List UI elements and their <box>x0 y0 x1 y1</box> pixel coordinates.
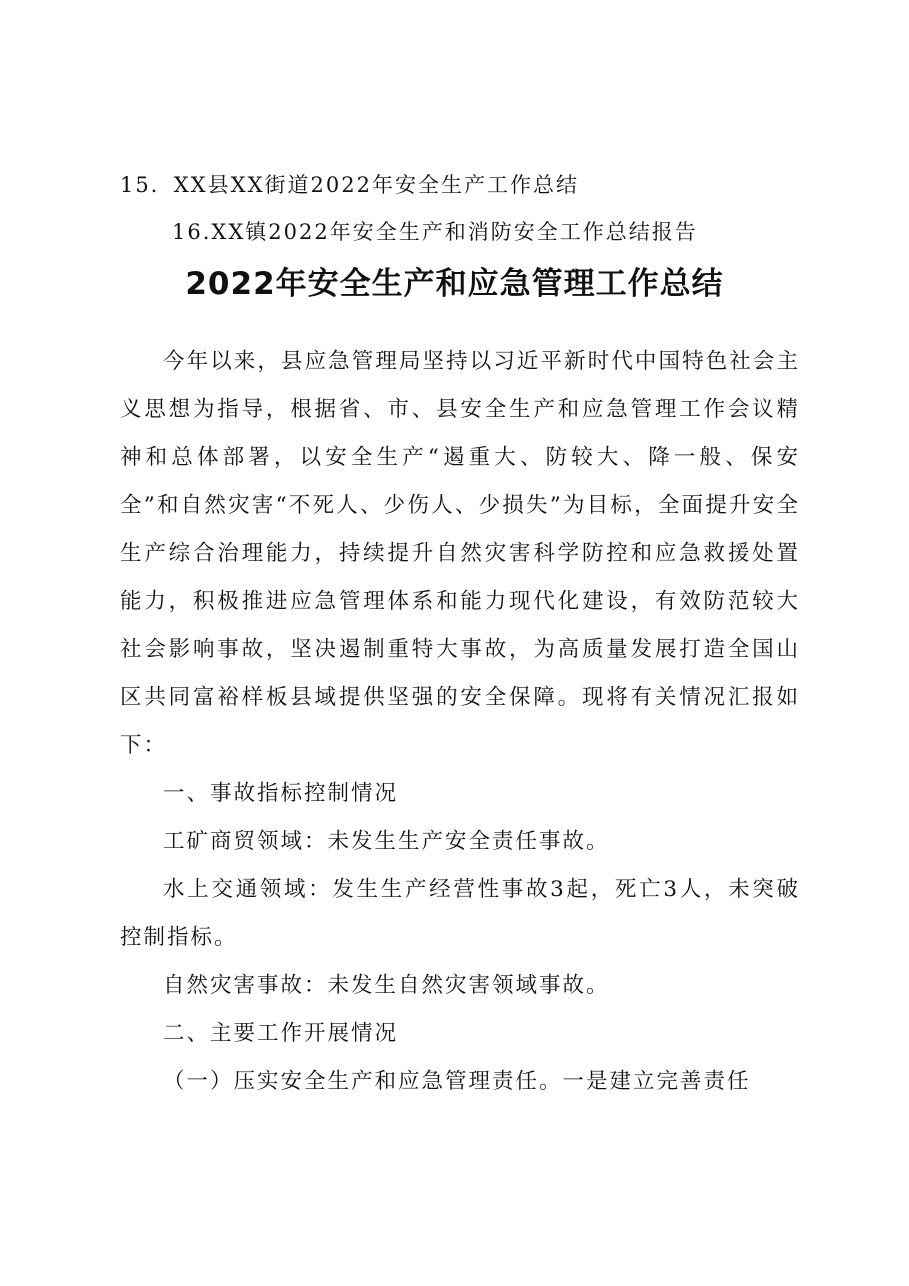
paragraph-natural-disaster: 自然灾害事故：未发生自然灾害领域事故。 <box>163 973 610 998</box>
intro-paragraph: 今年以来，县应急管理局坚持以习近平新时代中国特色社会主义思想为指导，根据省、市、县安全生产和应急管理工作会议精神和总体部署，以安全生产“遏重大、防较大、降一般、保安全”和自然灾害“不死人、少伤人、少损失”为目标，全面提升安全生产综合治理能力，持续提升自然灾害科学防控和应急救援处置能力，积极推进应急管理体系和能力现代化建设，有效防范较大社会影响事故，坚决遏制重特大事故，为高质量发展打造全国山区共同富裕样板县域提供坚强的安全保障。现将有关情况汇报如下： <box>120 349 800 758</box>
section-heading-1: 一、事故指标控制情况 <box>163 781 399 806</box>
paragraph-industry: 工矿商贸领域：未发生生产安全责任事故。 <box>163 829 610 854</box>
document-title: 2022年安全生产和应急管理工作总结 <box>185 266 724 302</box>
document-body <box>120 338 800 1106</box>
toc-item-15: 15．XX县XX街道2022年安全生产工作总结 <box>120 173 579 197</box>
subsection-1: （一）压实安全生产和应急管理责任。一是建立完善责任 <box>163 1069 751 1094</box>
section-heading-2: 二、主要工作开展情况 <box>163 1021 399 1046</box>
paragraph-water-traffic: 水上交通领域：发生生产经营性事故3起，死亡3人，未突破控制指标。 <box>120 877 800 950</box>
toc-item-16: 16.XX镇2022年安全生产和消防安全工作总结报告 <box>172 220 698 244</box>
